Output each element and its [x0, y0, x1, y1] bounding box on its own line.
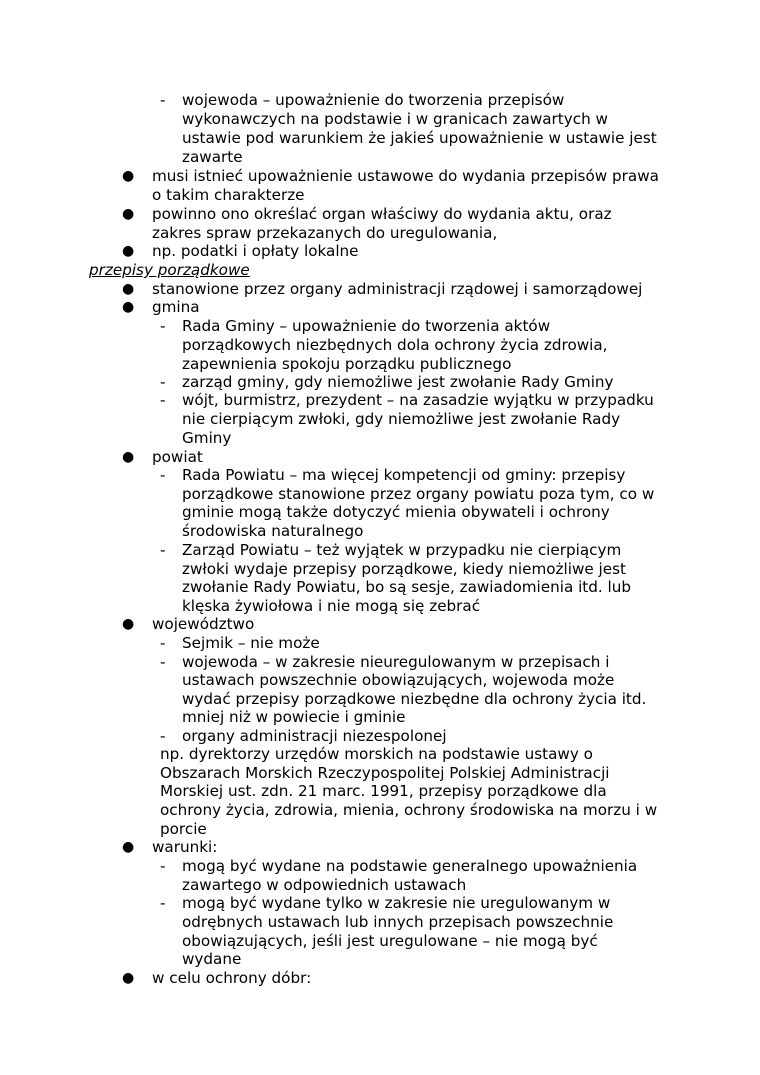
list-item-label: w celu ochrony dóbr: — [152, 969, 312, 987]
dash-marker: - — [160, 727, 166, 745]
text-line: ustawach powszechnie obowiązujących, wojewoda może — [182, 671, 615, 689]
text-line: powinno ono określać organ właściwy do wydania aktu, oraz — [152, 205, 612, 223]
text-line: zawarte — [182, 148, 243, 166]
bullet-icon: ● — [122, 281, 135, 297]
text-line: musi istnieć upoważnienie ustawowe do wydania przepisów prawa — [152, 167, 659, 185]
text-line: np. dyrektorzy urzędów morskich na podstawie ustawy o — [160, 745, 593, 763]
text-line: zakres spraw przekazanych do uregulowania, — [152, 224, 498, 242]
text-line: klęska żywiołowa i nie mogą się zebrać — [182, 597, 481, 615]
text-line: np. podatki i opłaty lokalne — [152, 242, 359, 260]
list-item-label: warunki: — [152, 838, 218, 856]
text-line: odrębnych ustawach lub innych przepisach powszechnie — [182, 913, 614, 931]
text-line: zwłoki wydaje przepisy porządkowe, kiedy niemożliwe jest — [182, 560, 626, 578]
text-line: obowiązujących, jeśli jest uregulowane – nie mogą być — [182, 932, 598, 950]
list-item-label: gmina — [152, 298, 200, 316]
text-line: Rada Powiatu – ma więcej kompetencji od gminy: przepisy — [182, 466, 626, 484]
text-line: wydać przepisy porządkowe niezbędne dla ochrony życia itd. — [182, 690, 647, 708]
text-line: ustawie pod warunkiem że jakieś upoważnienie w ustawie jest — [182, 129, 657, 147]
text-line: o takim charakterze — [152, 186, 305, 204]
text-line: zawartego w odpowiednich ustawach — [182, 876, 467, 894]
text-line: zwołanie Rady Powiatu, bo są sesje, zawiadomienia itd. lub — [182, 578, 632, 596]
bullet-icon: ● — [122, 243, 135, 259]
dash-marker: - — [160, 317, 166, 335]
text-line: gminie mogą także dotyczyć mienia obywateli i ochrony — [182, 503, 610, 521]
text-line: organy administracji niezespolonej — [182, 727, 447, 745]
bullet-icon: ● — [122, 206, 135, 222]
dash-marker: - — [160, 634, 166, 652]
text-line: Obszarach Morskich Rzeczypospolitej Polskiej Administracji — [160, 764, 610, 782]
dash-marker: - — [160, 653, 166, 671]
text-line: wydane — [182, 950, 242, 968]
text-line: zarząd gminy, gdy niemożliwe jest zwołanie Rady Gminy — [182, 373, 614, 391]
dash-marker: - — [160, 391, 166, 409]
bullet-icon: ● — [122, 616, 135, 632]
bullet-icon: ● — [122, 449, 135, 465]
section-heading: przepisy porządkowe — [89, 261, 250, 279]
text-line: porcie — [160, 820, 207, 838]
list-item-label: województwo — [152, 615, 255, 633]
text-line: Morskiej ust. zdn. 21 marc. 1991, przepisy porządkowe dla — [160, 782, 607, 800]
text-line: Sejmik – nie może — [182, 634, 320, 652]
text-line: Gminy — [182, 429, 232, 447]
bullet-icon: ● — [122, 299, 135, 315]
text-line: mniej niż w powiecie i gminie — [182, 708, 406, 726]
text-line: Rada Gminy – upoważnienie do tworzenia aktów — [182, 317, 551, 335]
bullet-icon: ● — [122, 839, 135, 855]
text-line: wykonawczych na podstawie i w granicach zawartych w — [182, 110, 608, 128]
text-line: nie cierpiącym zwłoki, gdy niemożliwe jest zwołanie Rady — [182, 410, 621, 428]
dash-marker: - — [160, 541, 166, 559]
text-line: wójt, burmistrz, prezydent – na zasadzie wyjątku w przypadku — [182, 391, 654, 409]
text-line: porządkowe stanowione przez organy powiatu poza tym, co w — [182, 485, 655, 503]
dash-marker: - — [160, 373, 166, 391]
bullet-icon: ● — [122, 970, 135, 986]
text-line: Zarząd Powiatu – też wyjątek w przypadku nie cierpiącym — [182, 541, 622, 559]
text-line: stanowione przez organy administracji rządowej i samorządowej — [152, 280, 643, 298]
text-line: porządkowych niezbędnych dola ochrony życia zdrowia, — [182, 336, 608, 354]
text-line: ochrony życia, zdrowia, mienia, ochrony środowiska na morzu i w — [160, 801, 658, 819]
text-line: środowiska naturalnego — [182, 522, 364, 540]
dash-marker: - — [160, 91, 166, 109]
dash-marker: - — [160, 466, 166, 484]
text-line: wojewoda – w zakresie nieuregulowanym w przepisach i — [182, 653, 610, 671]
text-line: wojewoda – upoważnienie do tworzenia przepisów — [182, 91, 565, 109]
bullet-icon: ● — [122, 168, 135, 184]
text-line: mogą być wydane tylko w zakresie nie uregulowanym w — [182, 894, 611, 912]
dash-marker: - — [160, 857, 166, 875]
dash-marker: - — [160, 894, 166, 912]
text-line: zapewnienia spokoju porządku publicznego — [182, 355, 512, 373]
text-line: mogą być wydane na podstawie generalnego upoważnienia — [182, 857, 638, 875]
list-item-label: powiat — [152, 448, 203, 466]
